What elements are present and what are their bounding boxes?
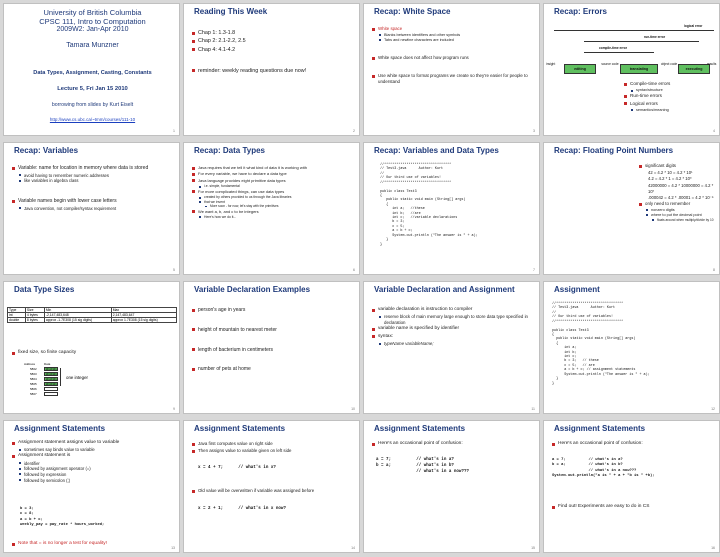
page-number: 3 bbox=[533, 129, 535, 133]
slide-3 bbox=[363, 3, 540, 136]
bullet: variable name is specified by identifier bbox=[372, 326, 535, 332]
bullet: Chap 1: 1.3-1.8 bbox=[192, 30, 355, 37]
code-line: x = 2 + 1; // what's in x now? bbox=[198, 507, 286, 511]
topic: Data Types, Assignment, Casting, Constants bbox=[33, 70, 152, 76]
slide-4 bbox=[543, 3, 720, 136]
address: 5805 bbox=[30, 382, 37, 386]
bullet: Assignment statement is bbox=[12, 453, 175, 459]
cell: approx -1.7E308 (15 sig digits) bbox=[44, 318, 111, 323]
sub-bullet: avoid having to remember numeric addresses bbox=[12, 173, 175, 179]
page-number: 8 bbox=[713, 268, 715, 272]
slide-title: Recap: Variables and Data Types bbox=[374, 146, 499, 155]
slide-title: Data Type Sizes bbox=[14, 285, 75, 294]
sub-bullet: i.e. simple, fundamental bbox=[192, 184, 355, 189]
sub-bullet: Java convention, not compiler/syntax requirement bbox=[12, 206, 175, 212]
borrowing-note: borrowing from slides by Kurt Eiselt bbox=[51, 102, 134, 108]
insight-label: insight bbox=[546, 62, 556, 66]
bullet: For more complicated things, can use data types bbox=[192, 189, 355, 194]
course-line: CPSC 111, Intro to Computation bbox=[39, 17, 146, 26]
page-number: 2 bbox=[353, 129, 355, 133]
address: 5804 bbox=[30, 377, 37, 381]
sub-bullet: identifier bbox=[12, 461, 175, 467]
sub-bullet: created by others provided to us through the Java libraries bbox=[192, 195, 355, 200]
slide-2 bbox=[183, 3, 360, 136]
bullet: Chap 2: 2.1-2.2, 2.5 bbox=[192, 38, 355, 45]
slide-15 bbox=[363, 420, 540, 553]
bullet: Run-time errors bbox=[624, 93, 715, 99]
bullet: White space bbox=[372, 26, 535, 32]
runtime-error-label: run-time error bbox=[644, 35, 666, 39]
sub-bullet: syntax/structure bbox=[624, 88, 715, 93]
page-number: 9 bbox=[173, 407, 175, 411]
sig-digit-row: .000042 = 4.2 * .00001 = 4.2 * 10⁻⁵ bbox=[648, 195, 714, 201]
slide-12 bbox=[543, 281, 720, 414]
bullet: Note that = is no longer a test for equality! bbox=[12, 541, 175, 547]
editing-box: editing bbox=[564, 64, 596, 74]
bullet: significant digits bbox=[639, 163, 715, 169]
slide-16 bbox=[543, 420, 720, 553]
bullet: length of bacterium in centimeters bbox=[192, 347, 355, 354]
sig-digit-row: 4.2 = 4.2 * 1 = 4.2 * 10⁰ bbox=[648, 176, 692, 182]
memory-cell bbox=[44, 387, 58, 391]
slide-13 bbox=[3, 420, 180, 553]
slide-title: Recap: Variables bbox=[14, 146, 79, 155]
author: Tamara Munzner bbox=[66, 42, 119, 49]
code-block: a = 7; // what's in a? b = a; // what's in b? // what's in a now??? System.out.println("a is " + a + "b is " +b); bbox=[552, 458, 655, 478]
address-header: Address bbox=[24, 362, 36, 366]
page-number: 4 bbox=[713, 129, 715, 133]
code-block: a = 7; // what's in a? b = a; // what's in b? // what's in a now??? bbox=[376, 458, 469, 474]
slide-title: Recap: Floating Point Numbers bbox=[554, 146, 674, 155]
code-block: //********************************* // Test3.java Author: Kurt // // Our third use of variables! //********************************* public class Test3 { public static void main (String[] args) { int a; int b; int c; b = 3; // these c = 5; // are a = b + c; // assignment statements System.out.println ("The answer is " + a); } } bbox=[552, 302, 650, 386]
slide-title: Recap: Errors bbox=[554, 7, 607, 16]
bullet: Variable: name for location in memory where data is stored bbox=[12, 165, 175, 172]
source-code-label: source code bbox=[601, 62, 619, 66]
cell: 8 bytes bbox=[25, 318, 44, 323]
bullet: variable declaration is instruction to compiler bbox=[372, 307, 535, 313]
slide-1 bbox=[3, 3, 180, 136]
slide-title: Reading This Week bbox=[194, 7, 268, 16]
code-line: x = 4 + 7; // what's in x? bbox=[198, 466, 276, 470]
bullet: Then assigns value to variable given on left side bbox=[192, 448, 355, 454]
slide-9 bbox=[3, 281, 180, 414]
address: 5802 bbox=[30, 367, 37, 371]
bullet: Chap 4: 4.1-4.2 bbox=[192, 47, 355, 54]
sub-bullet: semantics/meaning bbox=[624, 108, 715, 113]
slide-title: Assignment Statements bbox=[194, 424, 286, 433]
page-number: 14 bbox=[351, 546, 355, 550]
cell: int bbox=[8, 313, 26, 318]
bullet: Find out! Experiments are easy to do in CS bbox=[552, 504, 715, 510]
slide-8 bbox=[543, 142, 720, 275]
sub-bullet: that we invent bbox=[192, 200, 355, 205]
object-code-label: object code bbox=[660, 62, 678, 66]
lecture-date: Lecture 5, Fri Jan 15 2010 bbox=[57, 86, 128, 92]
sig-digit-row: 42 = 4.2 * 10 = 4.2 * 10¹ bbox=[648, 170, 693, 175]
data-size-table bbox=[7, 307, 177, 323]
compile-error-label: compile-time error bbox=[599, 46, 627, 50]
slide-title: Recap: White Space bbox=[374, 7, 451, 16]
cell: 4 bytes bbox=[25, 313, 44, 318]
bullet: number of pets at home bbox=[192, 366, 355, 373]
sub-bullet: like variables in algebra class bbox=[12, 178, 175, 184]
cell: -2,147,483,648 bbox=[44, 313, 111, 318]
memory-cell: 10110101 bbox=[45, 383, 57, 386]
executing-box: executing bbox=[678, 64, 710, 74]
sub-bullet: where to put the decimal point bbox=[639, 213, 715, 218]
address: 5806 bbox=[30, 387, 37, 391]
bullet: Logical errors bbox=[624, 101, 715, 107]
bullet: Variable names begin with lower case letters bbox=[12, 198, 175, 205]
sub-bullet: Blanks between identifiers and other symbols bbox=[372, 33, 535, 38]
sub-bullet: reserve block of main memory large enough to store data type specified in declaration bbox=[372, 314, 535, 326]
header-max: Max bbox=[111, 308, 176, 313]
header-min: Min bbox=[44, 308, 111, 313]
page-number: 11 bbox=[531, 407, 535, 411]
cell: 2,147,483,647 bbox=[111, 313, 176, 318]
sub-bullet: sometimes say binds value to variable bbox=[12, 447, 175, 453]
page-number: 15 bbox=[531, 546, 535, 550]
code-block: b = 3; c = 8; a = b + c; weekly_pay = pay_rate * hours_worked; bbox=[20, 507, 105, 527]
bullet: Java first computes value on right side bbox=[192, 441, 355, 447]
bullet: Assignment statement assigns value to variable bbox=[12, 440, 175, 446]
slide-14 bbox=[183, 420, 360, 553]
slide-title: Recap: Data Types bbox=[194, 146, 265, 155]
cell: double bbox=[8, 318, 26, 323]
bullet: person's age in years bbox=[192, 307, 355, 314]
header-type: Type bbox=[8, 308, 26, 313]
slide-title: Assignment Statements bbox=[14, 424, 106, 433]
slide-6 bbox=[183, 142, 360, 275]
bullet: only need to remember bbox=[639, 201, 715, 207]
sub-bullet: Tabs and newline characters are included bbox=[372, 38, 535, 43]
page-number: 10 bbox=[351, 407, 355, 411]
slide-title: Assignment Statements bbox=[554, 424, 646, 433]
page-number: 7 bbox=[533, 268, 535, 272]
logical-error-label: logical error bbox=[684, 24, 703, 28]
address: 5803 bbox=[30, 372, 37, 376]
bullet: We want a, b, and c to be integers bbox=[192, 209, 355, 214]
slide-11 bbox=[363, 281, 540, 414]
bullet: fixed size, so finite capacity bbox=[12, 350, 175, 356]
sub-bullet: Here's how we do it... bbox=[192, 215, 355, 220]
course-url[interactable]: http://www.cs.ubc.ca/~tmm/courses/111-10 bbox=[49, 117, 136, 122]
sub-bullet: followed by expression bbox=[12, 472, 175, 478]
bullet: Java language provides eight primitive data types bbox=[192, 178, 355, 183]
slide-title: Assignment bbox=[554, 285, 600, 294]
code-block: //********************************* // Test3.java Author: Kurt // // Our third use of variables! //********************************* public class Test3 { public static void main (String[] args) { int a; //these int b; //are int c; //variable declarations b = 3; c = 5; a = b + c; System.out.println ("The answer is " + a); } } bbox=[380, 163, 478, 247]
memory-cell bbox=[44, 392, 58, 396]
slide-5 bbox=[3, 142, 180, 275]
data-header: Data bbox=[44, 362, 51, 366]
bullet: Java requires that we tell it what kind of data it is working with bbox=[192, 165, 355, 170]
sub-bullet: nonzero digits bbox=[639, 208, 715, 213]
bullet: height of mountain to nearest meter bbox=[192, 327, 355, 334]
one-integer-label: one integer bbox=[66, 375, 88, 380]
slide-title: Assignment Statements bbox=[374, 424, 466, 433]
slide-title: Variable Declaration and Assignment bbox=[374, 285, 515, 294]
sub-bullet: typeName variableName; bbox=[372, 341, 535, 347]
memory-cell: 10110101 bbox=[45, 368, 57, 371]
bullet: Here's an occasional point of confusion: bbox=[552, 441, 715, 447]
table-row bbox=[8, 318, 177, 323]
memory-cell: 10110101 bbox=[45, 373, 57, 376]
memory-cell: 10110101 bbox=[45, 378, 57, 381]
term-line: 2009W2: Jan-Apr 2010 bbox=[56, 26, 129, 33]
page-number: 16 bbox=[711, 546, 715, 550]
bullet: For every variable, we have to declare a data type bbox=[192, 171, 355, 176]
page-number: 5 bbox=[173, 268, 175, 272]
bullet: White space does not affect how program runs bbox=[372, 55, 535, 61]
slide-7 bbox=[363, 142, 540, 275]
bullet: Use white space to format programs we create so they're easier for people to understand bbox=[372, 73, 535, 85]
translating-box: translating bbox=[620, 64, 658, 74]
page-number: 1 bbox=[173, 129, 175, 133]
bullet: Compile-time errors bbox=[624, 81, 715, 87]
bullet: syntax: bbox=[372, 334, 535, 340]
sub-sub-bullet: More soon - for now, let's stay with the primitives bbox=[192, 204, 355, 208]
sig-digit-row: 42000000 = 4.2 * 10000000 = 4.2 * 10⁷ bbox=[648, 182, 714, 194]
results-label: results bbox=[707, 62, 717, 66]
bullet: Old value will be overwritten if variable was assigned before bbox=[192, 488, 355, 494]
bullet: Here's an occasional point of confusion: bbox=[372, 441, 535, 447]
slide-10 bbox=[183, 281, 360, 414]
page-number: 13 bbox=[171, 546, 175, 550]
page-number: 6 bbox=[353, 268, 355, 272]
sub-sub-bullet: floats around when multiply/divide by 10 bbox=[639, 218, 715, 222]
bullet: reminder: weekly reading questions due now! bbox=[192, 68, 355, 75]
university-line: University of British Columbia bbox=[43, 8, 142, 17]
address: 5807 bbox=[30, 392, 37, 396]
page-number: 12 bbox=[711, 407, 715, 411]
sub-bullet: followed by assignment operator (=) bbox=[12, 466, 175, 472]
sub-bullet: followed by semicolon (;) bbox=[12, 478, 175, 484]
cell: approx 1.7E308 (15 sig digits) bbox=[111, 318, 176, 323]
slide-title: Variable Declaration Examples bbox=[194, 285, 311, 294]
header-size: Size bbox=[25, 308, 44, 313]
